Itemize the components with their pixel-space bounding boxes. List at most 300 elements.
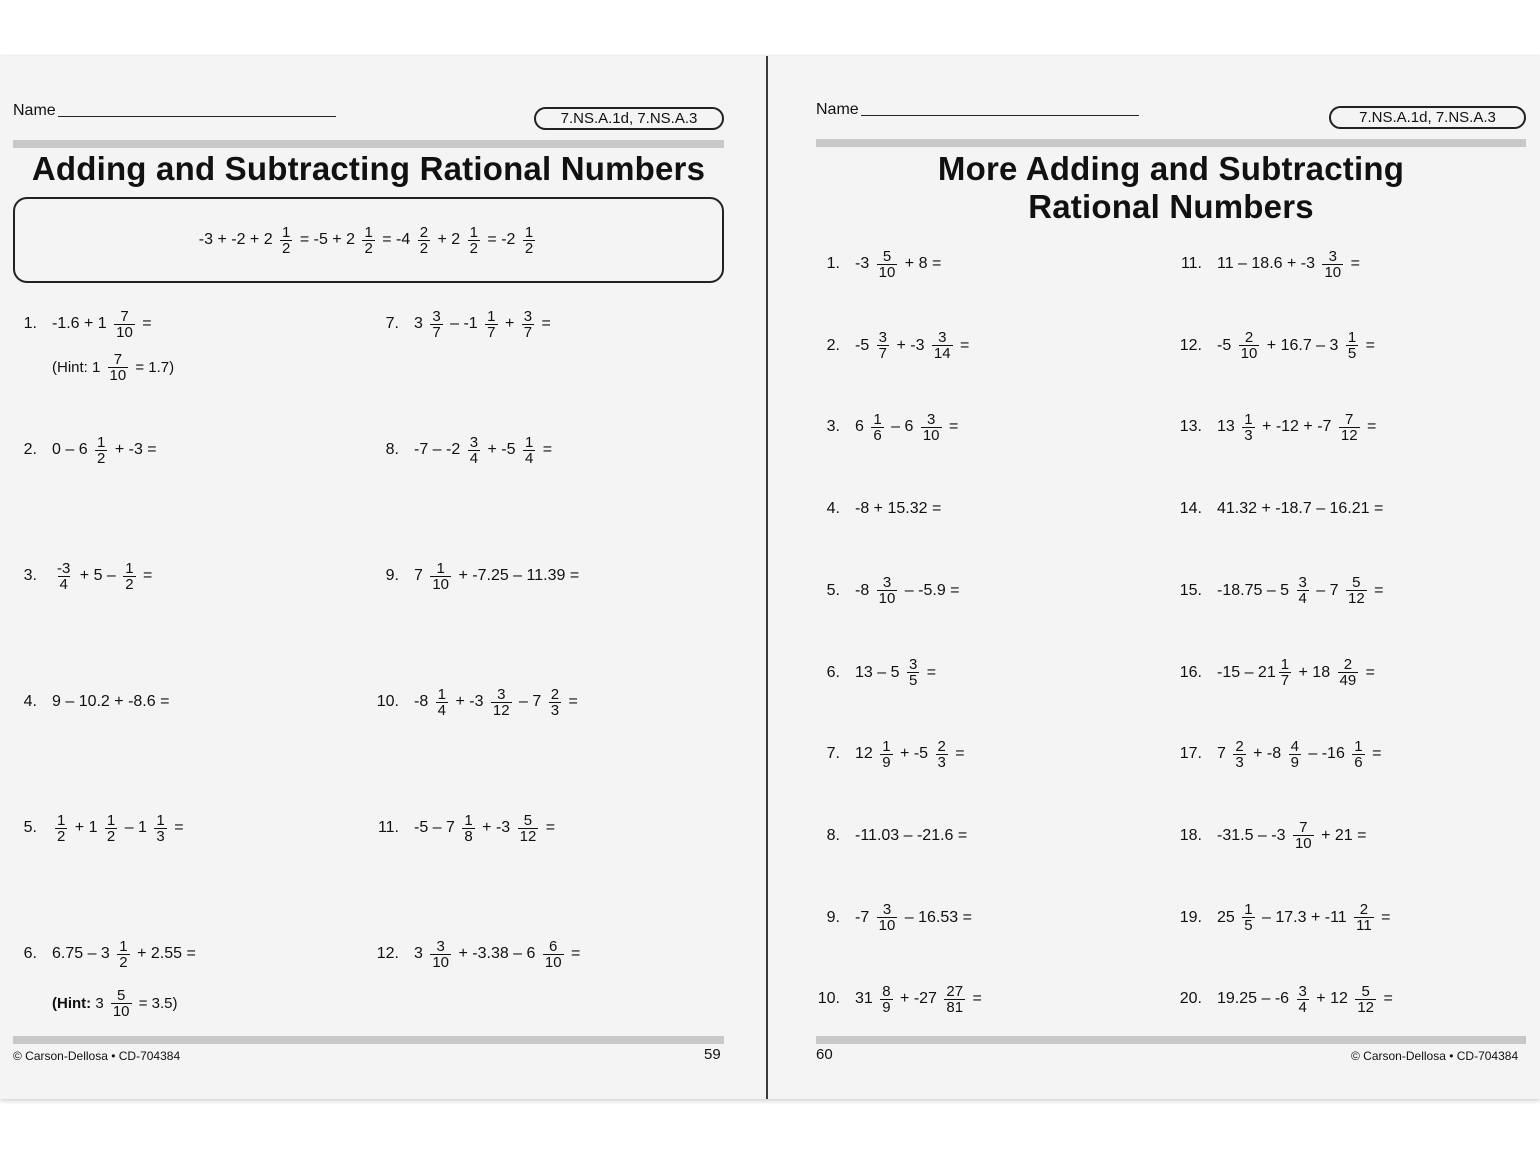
fraction [877,575,898,606]
expression-text: -5 [855,336,874,354]
numerator: 4 [1290,737,1299,755]
denominator: 5 [1347,345,1357,363]
numerator: -3 [57,559,71,577]
footer-rule [816,1036,1526,1044]
fraction [936,739,948,770]
problem-number: 5. [826,581,840,599]
problem-expression [52,939,196,970]
expression-text: 25 [1217,908,1240,926]
expression-text: 3 [414,315,428,332]
expression-text: = [1369,581,1384,599]
problem-number: 11. [1180,255,1202,272]
denominator: 3 [156,827,165,845]
denominator: 10 [112,1003,130,1020]
fraction [1279,657,1291,688]
expression-text: = [1361,663,1376,681]
name-line[interactable] [58,115,336,117]
problem-expression [1217,575,1383,606]
expression-text: = [955,336,970,354]
fraction [95,435,107,466]
denominator: 5 [1244,917,1253,935]
denominator: 2 [419,239,429,257]
denominator: 4 [437,701,447,719]
problem-number: 1. [826,255,840,272]
fraction [1239,330,1260,361]
denominator: 2 [282,239,291,257]
denominator: 6 [1354,753,1363,771]
denominator: 7 [432,323,441,341]
problem-expression [52,813,184,844]
denominator: 11 [1356,917,1372,935]
denominator: 10 [878,917,896,935]
expression-text: 41.32 + -18.7 – 16.21 = [1217,500,1384,518]
denominator: 10 [544,953,562,971]
numerator: 3 [927,410,936,428]
expression-text: (Hint: 1 [52,359,105,376]
fraction [105,813,117,844]
problem-number: 19. [1179,908,1202,926]
expression-text: + 8 = [900,255,942,272]
copyright-footer: © Carson-Dellosa • CD-704384 [13,1049,181,1063]
numerator: 1 [106,811,116,829]
problem-expression [1217,657,1375,688]
fraction [1233,739,1245,770]
expression-text: = [968,990,982,1008]
expression-text: – 7 [1311,581,1343,599]
expression-text: + -12 + -7 [1257,418,1336,436]
expression-text: + -5 [895,745,933,763]
numerator: 1 [437,685,447,703]
numerator: 5 [523,811,533,829]
expression-text: 3 [414,945,428,962]
problem-number: 3. [23,567,37,584]
denominator: 10 [109,367,127,384]
expression-text: + 12 [1311,990,1353,1008]
problem-number: 8. [826,826,840,844]
page-title-line2: Rational Numbers [1028,188,1314,225]
numerator: 6 [549,937,558,955]
left-page [0,56,766,1099]
expression-text: – 1 [120,819,152,836]
problem-number: 4. [23,693,37,710]
book-gutter [766,56,768,1099]
fraction [108,352,129,383]
denominator: 3 [1244,426,1253,444]
numerator: 5 [1361,982,1370,1000]
numerator: 5 [882,247,892,265]
fraction [1352,739,1364,770]
problem-expression [855,827,967,845]
numerator: 1 [364,223,373,241]
numerator: 2 [550,685,560,703]
expression-text: 31 [855,990,878,1008]
problem-expression [855,412,958,443]
problem-expression [1217,249,1360,280]
numerator: 1 [436,559,445,577]
expression-text: 7 [414,567,428,584]
problem-expression [52,435,157,466]
fraction [1355,984,1376,1015]
problem-expression [1217,500,1383,518]
denominator: 10 [1294,835,1312,853]
problem-number: 5. [23,819,37,836]
numerator: 1 [469,223,478,241]
problem-expression [414,687,578,718]
numerator: 1 [57,811,66,829]
problem-number: 10. [376,693,399,710]
numerator: 1 [487,307,496,325]
name-field [816,101,1139,119]
expression-text: – 16.53 = [900,908,972,926]
denominator: 10 [1240,345,1258,363]
hint-2-expression [52,988,177,1019]
fraction [1289,739,1301,770]
problem-number: 4. [826,500,840,518]
problem-expression [1217,820,1366,851]
denominator: 7 [487,323,496,341]
problem-number: 16. [1179,663,1202,681]
expression-text: = [1379,990,1393,1008]
numerator: 3 [1328,247,1337,265]
problem-expression [1217,412,1376,443]
footer-rule [13,1036,724,1044]
problem-expression [1217,330,1375,361]
problem-expression [855,249,941,280]
problem-number: 2. [826,336,840,354]
numerator: 8 [882,982,891,1000]
problem-expression [52,309,152,340]
problem-expression [414,813,555,844]
problem-number: 6. [23,945,37,962]
expression-text: -3 + -2 + 2 [198,231,278,248]
denominator: 12 [519,827,537,845]
denominator: 3 [550,701,560,719]
problem-number: 7. [826,745,840,763]
denominator: 4 [524,449,534,467]
problem-expression [414,939,580,970]
numerator: 1 [882,737,891,755]
denominator: 2 [469,239,478,257]
denominator: 2 [119,953,128,971]
expression-text: -8 + 15.32 = [855,500,942,518]
expression-text: = [138,567,153,584]
expression-text: -11.03 – -21.6 = [855,826,968,844]
problem-number: 9. [826,908,840,926]
numerator: 1 [1354,737,1363,755]
denominator: 10 [922,426,940,444]
fraction [1322,249,1343,280]
fraction [430,561,451,592]
denominator: 3 [937,753,946,771]
fraction [1297,575,1309,606]
denominator: 10 [432,575,450,593]
problem-number: 12. [376,945,399,962]
problem-expression [1217,902,1391,933]
problem-number: 7. [385,315,399,332]
problem-expression [855,657,936,688]
denominator: 9 [882,753,891,771]
expression-text: + 16.7 – 3 [1262,336,1343,354]
fraction [880,739,892,770]
numerator: 1 [1244,901,1253,919]
hint-1-expression [52,352,174,383]
hint-1 [52,352,174,383]
name-field [13,102,336,120]
expression-text: -1.6 + 1 [52,315,112,332]
numerator: 7 [1345,410,1354,428]
denominator: 8 [464,827,473,845]
expression-text: -5 [1217,336,1236,354]
expression-text: -8 [414,693,433,710]
expression-text: + -3 [477,819,515,836]
expression-text: 13 [1217,418,1240,436]
numerator: 3 [938,329,947,347]
numerator: 1 [524,223,534,241]
fraction [523,225,535,256]
expression-text: 13 – 5 [855,663,904,681]
problem-expression [1217,739,1381,770]
expression-text: 12 [855,745,878,763]
fraction [1346,330,1358,361]
expression-text: = [950,745,965,763]
expression-text: 9 – 10.2 + -8.6 = [52,693,170,710]
fraction [491,687,512,718]
expression-text: + 5 – [75,567,121,584]
problem-number: 12. [1179,336,1202,354]
fraction [932,330,953,361]
denominator: 12 [1340,426,1358,444]
fraction [523,435,535,466]
right-page [768,56,1540,1099]
problem-expression [1217,984,1393,1015]
name-label: Name [816,101,859,118]
problem-number: 13. [1179,418,1202,436]
fraction [921,412,942,443]
hint-2 [52,988,177,1019]
denominator: 14 [933,345,951,363]
expression-text: = [1367,745,1382,763]
expression-text: = [137,315,152,332]
expression-text: -31.5 – -3 [1217,826,1290,844]
problem-number: 6. [826,663,840,681]
expression-text: – 6 [886,418,918,436]
expression-text: = -2 [482,231,520,248]
fraction [154,813,166,844]
numerator: 1 [464,811,473,829]
expression-text: = [1362,418,1377,436]
denominator: 9 [882,998,891,1016]
expression-text: 0 – 6 [52,441,93,458]
fraction [880,984,892,1015]
fraction [549,687,561,718]
denominator: 7 [878,345,888,363]
fraction [111,988,132,1019]
numerator: 7 [113,351,123,368]
denominator: 49 [1339,672,1357,689]
fraction [543,939,564,970]
numerator: 3 [432,307,441,325]
denominator: 2 [364,239,373,257]
denominator: 81 [946,998,964,1016]
expression-text: + -8 [1248,745,1286,763]
denominator: 2 [524,239,534,257]
numerator: 1 [1347,329,1357,347]
denominator: 9 [1290,753,1299,771]
fraction [877,330,889,361]
numerator: 1 [125,559,134,577]
expression-text: = 3.5) [134,995,178,1012]
expression-text: 19.25 – -6 [1217,990,1294,1008]
numerator: 3 [1298,574,1307,592]
numerator: 3 [882,901,892,919]
page-number: 59 [704,1046,721,1063]
fraction [418,225,430,256]
expression-text: 7 [1217,745,1231,763]
expression-text: + 18 [1294,663,1335,681]
expression-text: = [537,315,551,332]
denominator: 2 [57,827,66,845]
problem-number: 11. [377,819,399,836]
denominator: 2 [97,449,106,467]
expression-text: + -3 [451,693,488,710]
expression-text: = [564,693,578,710]
expression-text: + -3 = [110,441,157,458]
expression-text: 3 [91,995,108,1012]
example-equation [199,225,538,256]
fraction [1338,657,1359,688]
numerator: 3 [523,307,533,325]
denominator: 12 [1357,998,1375,1016]
problem-expression [52,693,169,711]
numerator: 2 [419,223,429,241]
problem-expression [855,330,969,361]
expression-text: = 1.7) [131,359,175,376]
hint-label: (Hint: [52,995,92,1012]
standards-badge: 7.NS.A.1d, 7.NS.A.3 [1329,106,1526,129]
problem-expression [52,561,152,592]
name-line[interactable] [861,114,1139,116]
expression-text: -3 [855,255,874,272]
header-rule [816,139,1526,147]
expression-text: + -27 [895,990,942,1008]
denominator: 7 [523,323,533,341]
problem-number: 18. [1179,826,1202,844]
fraction [485,309,497,340]
expression-text: -18.75 – 5 [1217,581,1294,599]
expression-text: = [566,945,581,962]
denominator: 3 [1235,753,1244,771]
numerator: 1 [97,433,106,451]
denominator: 4 [59,575,68,593]
denominator: 6 [873,426,882,444]
denominator: 10 [878,263,896,281]
fraction [1339,412,1360,443]
numerator: 1 [119,937,128,955]
fraction [468,225,480,256]
fraction [430,309,442,340]
numerator: 7 [1299,819,1308,837]
expression-text: = [169,819,184,836]
denominator: 7 [1280,672,1290,689]
name-label: Name [13,102,56,119]
expression-text: – 7 [514,693,546,710]
expression-text: 11 – 18.6 + -3 [1217,255,1320,272]
numerator: 2 [1343,656,1353,673]
fraction [123,561,135,592]
expression-text: + 1 [70,819,102,836]
expression-text: 6.75 – 3 [52,945,115,962]
numerator: 1 [1280,656,1290,673]
problem-expression [414,435,552,466]
numerator: 2 [1235,737,1244,755]
denominator: 4 [469,449,479,467]
problem-number: 17. [1179,745,1202,763]
problem-expression [855,902,972,933]
denominator: 10 [1324,263,1342,281]
numerator: 3 [497,685,506,703]
expression-text: -5 – 7 [414,819,460,836]
expression-text: + -3.38 – 6 [454,945,540,962]
numerator: 1 [873,410,882,428]
expression-text: + 2.55 = [132,945,196,962]
workbook-spread [0,56,1540,1099]
problem-expression [414,309,551,340]
numerator: 1 [156,811,165,829]
problem-expression [855,500,941,518]
fraction [114,309,135,340]
expression-text: -7 – -2 [414,441,465,458]
denominator: 4 [1298,590,1307,608]
numerator: 2 [1244,329,1254,347]
expression-text: = [1361,336,1376,354]
page-title-line1: More Adding and Subtracting [937,150,1405,187]
problem-number: 10. [817,990,840,1008]
numerator: 2 [1359,901,1369,919]
header-rule [13,140,724,148]
fraction [1297,984,1309,1015]
fraction [280,225,292,256]
fraction [877,902,898,933]
fraction [468,435,480,466]
expression-text: + 21 = [1316,826,1367,844]
standards-badge: 7.NS.A.1d, 7.NS.A.3 [534,107,724,130]
expression-text: -7 [855,908,874,926]
page-number: 60 [816,1046,833,1063]
numerator: 5 [1352,574,1361,592]
expression-text: -8 [855,581,874,599]
numerator: 2 [937,737,946,755]
numerator: 3 [469,433,479,451]
numerator: 3 [908,656,918,673]
denominator: 2 [125,575,134,593]
problem-number: 9. [385,567,399,584]
fraction [430,939,451,970]
problem-number: 3. [826,418,840,436]
fraction [462,813,474,844]
expression-text: = [541,819,556,836]
example-expression [199,225,538,256]
numerator: 3 [436,937,445,955]
expression-text: + 2 [433,231,465,248]
problem-number: 15. [1179,581,1202,599]
fraction [944,984,965,1015]
expression-text: + -5 [483,441,520,458]
numerator: 3 [1298,982,1307,1000]
fraction [436,687,448,718]
numerator: 1 [1244,410,1253,428]
fraction [877,249,898,280]
expression-text: = -5 + 2 [295,231,360,248]
